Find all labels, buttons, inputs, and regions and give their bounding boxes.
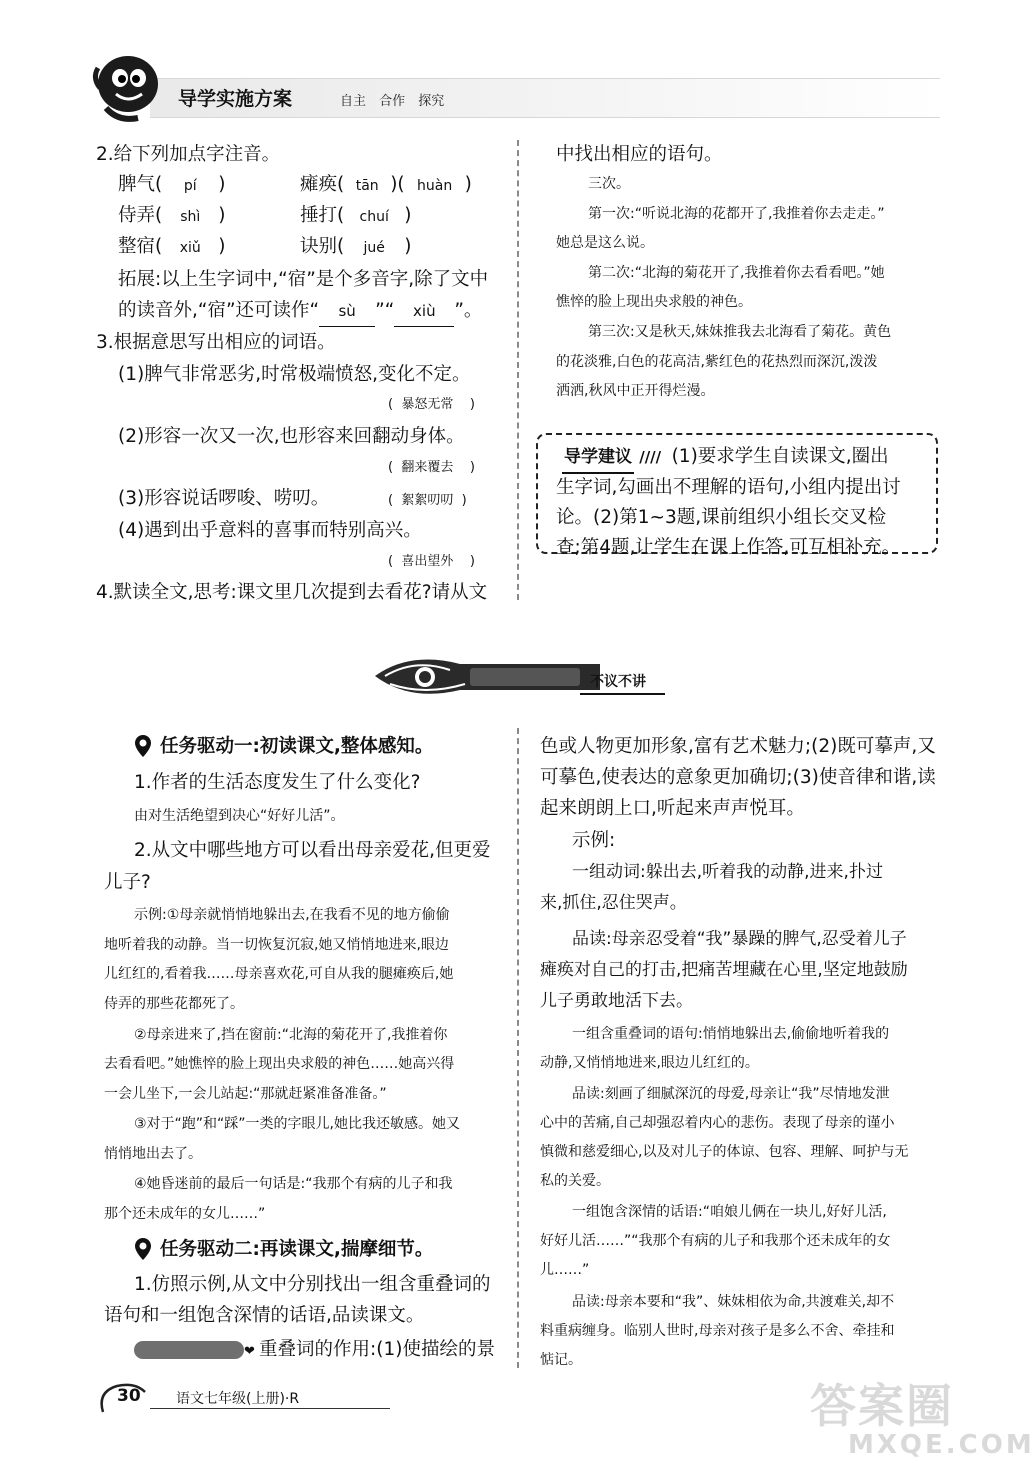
q4-line2: 中找出相应的语句。 [556,144,723,165]
guide-line-1: 导学建议 //// (1)要求学生自读课文,圈出 [562,442,889,474]
task2-title: 任务驱动二:再读课文,揣摩细节。 [160,1239,434,1260]
task2-tip: ❤ 重叠词的作用:(1)使描绘的景 [134,1335,495,1367]
q4-line1: 4.默读全文,思考:课文里几次提到去看花?请从文 [96,582,488,603]
task1-a2-line-7: 一会儿坐下,一会儿站起:“那就赶紧准备准备。” [104,1086,387,1102]
right-small-line-1: 一组含重叠词的语句:悄悄地躲出去,偷偷地听着我的 [572,1026,890,1042]
right-mid-line-5: 儿子勇敢地活下去。 [540,991,693,1011]
task1-a2-line-5: ②母亲进来了,挡在窗前:“北海的菊花开了,我推着你 [134,1027,448,1043]
guide-line-3: 论。(2)第1~3题,课前组织小组长交叉检 [556,507,887,528]
footer-rule [150,1408,390,1409]
right-big-line-2: 可摹色,使表达的意象更加确切;(3)使音律和谐,读 [540,767,936,788]
right-big-line-1: 色或人物更加形象,富有艺术魅力;(2)既可摹声,又 [540,736,936,757]
right-small-line-5: 慎微和慈爱细心,以及对儿子的体谅、包容、理解、呵护与无 [540,1144,909,1160]
q4-answer-line-8: 洒洒,秋风中正开得烂漫。 [556,383,715,399]
q4-answer-line-2: 第一次:“听说北海的花都开了,我推着你去走走。” [588,206,885,222]
q2-item-4: 捶打( chuí ) [300,205,412,226]
q2-item-2: 瘫痪( tān )( huàn ) [300,174,472,195]
guide-line-2: 生字词,勾画出不理解的语句,小组内提出讨 [556,477,901,498]
q3-answer-2: ( 翻来覆去 ) [388,460,475,475]
task2-q1-line1: 1.仿照示例,从文中分别找出一组含重叠词的 [134,1274,491,1295]
tip-tag-graphic [134,1341,244,1359]
q2-item-5: 整宿( xiǔ ) [118,236,226,257]
header-subtitle: 自主 合作 探究 [340,94,445,109]
header-title: 导学实施方案 [178,88,293,110]
heart-icon: ❤ [244,1344,260,1359]
q2-extension-line2: 的读音外,“宿”还可读作“ sù ”“ xiù ”。 [118,296,482,327]
location-pin-icon [134,1237,152,1261]
guide-line-4: 查;第4题,让学生在课上作答,可互相补充。 [556,537,901,558]
task1-a2-line-3: 儿红红的,看着我……母亲喜欢花,可自从我的腿瘫痪后,她 [104,966,454,982]
location-pin-icon [134,734,152,758]
task1-title: 任务驱动一:初读课文,整体感知。 [160,736,434,757]
task1-a2-line-11: 那个还未成年的女儿……” [104,1206,266,1222]
right-small-line-7: 一组饱含深情的话语:“咱娘儿俩在一块儿,好好儿活, [572,1204,887,1220]
right-small-line-10: 品读:母亲本要和“我”、妹妹相依为命,共渡难关,却不 [572,1294,895,1310]
q3-item-4: (4)遇到出乎意料的喜事而特别高兴。 [118,520,422,541]
task1-a2-line-6: 去看看吧。”她憔悴的脸上现出央求般的神色……她高兴得 [104,1056,455,1072]
task1-a2-line-8: ③对于“跑”和“踩”一类的字眼儿,她比我还敏感。她又 [134,1116,461,1132]
task1-a2-line-9: 悄悄地出去了。 [104,1146,202,1162]
q3-answer-3: ( 絮絮叨叨 ) [388,493,467,508]
right-small-line-6: 私的关爱。 [540,1173,610,1189]
q2-extension-line1: 拓展:以上生字词中,“宿”是个多音字,除了文中 [118,269,489,290]
right-mid-line-3: 品读:母亲忍受着“我”暴躁的脾气,忍受着儿子 [572,929,907,949]
right-big-line-3: 起来朗朗上口,听起来声声悦耳。 [540,798,805,819]
q4-answer-line-1: 三次。 [588,176,630,192]
footer-book-title: 语文七年级(上册)·R [176,1391,300,1407]
q2-item-6: 诀别( jué ) [300,236,412,257]
watermark-url: MXQE.COM [848,1430,1035,1460]
right-small-line-8: 好好儿活……”“我那个有病的儿子和我那个还未成年的女 [540,1233,891,1249]
task1-q2-line2: 儿子? [104,872,151,893]
task1-a2-line-10: ④她昏迷前的最后一句话是:“我那个有病的儿子和我 [134,1176,453,1192]
q2-item-1: 脾气( pí ) [118,174,226,195]
column-divider-bottom [517,728,519,1368]
q2-item-3: 侍弄( shì ) [118,205,226,226]
q4-answer-line-3: 她总是这么说。 [556,235,654,251]
right-small-line-12: 惦记。 [540,1352,582,1368]
q3-answer-1: ( 暴怒无常 ) [388,397,475,412]
right-mid-line-2: 来,抓住,忍住哭声。 [540,893,687,913]
task1-a2-line-4: 侍弄的那些花都死了。 [104,996,244,1012]
watermark-logo: 答案圈 [810,1379,954,1433]
right-mid-line-4: 瘫痪对自己的打击,把痛苦埋藏在心里,坚定地鼓励 [540,960,908,980]
right-small-line-11: 料重病缠身。临别人世时,母亲对孩子是多么不舍、牵挂和 [540,1323,895,1339]
right-small-line-2: 动静,又悄悄地进来,眼边儿红红的。 [540,1055,759,1071]
task1-q1: 1.作者的生活态度发生了什么变化? [134,772,421,793]
guide-label: 导学建议 [562,442,634,474]
task1-q2-line1: 2.从文中哪些地方可以看出母亲爱花,但更爱 [134,840,491,861]
q2-title: 2.给下列加点字注音。 [96,144,281,165]
right-mid-line-1: 一组动词:躲出去,听着我的动静,进来,扑过 [572,862,883,882]
right-small-line-9: 儿……” [540,1262,590,1278]
column-divider-top [517,140,519,600]
page-number: 30 [117,1386,141,1406]
right-example-label: 示例: [572,830,616,851]
task1-a2-line-2: 地听着我的动静。当一切恢复沉寂,她又悄悄地进来,眼边 [104,937,449,953]
q4-answer-line-4: 第二次:“北海的菊花开了,我推着你去看看吧。”她 [588,265,885,281]
q4-answer-line-6: 第三次:又是秋天,妹妹推我去北海看了菊花。黄色 [588,324,892,340]
q3-item-1: (1)脾气非常恶劣,时常极端愤怒,变化不定。 [118,364,471,385]
mascot-logo [88,48,166,126]
q3-answer-4: ( 喜出望外 ) [388,554,475,569]
task2-q1-line2: 语句和一组饱含深情的话语,品读课文。 [104,1305,425,1326]
guide-slash-icon: //// [634,448,672,466]
right-small-line-4: 心中的苦痛,自己却强忍着内心的悲伤。表现了母亲的谨小 [540,1115,895,1131]
banner-text: 不议不讲 [590,674,646,690]
q4-answer-line-5: 憔悴的脸上现出央求般的神色。 [556,294,752,310]
q4-answer-line-7: 的花淡雅,白色的花高洁,紫红色的花热烈而深沉,泼泼 [556,354,878,370]
task1-a2-line-1: 示例:①母亲就悄悄地躲出去,在我看不见的地方偷偷 [134,907,450,923]
q3-title: 3.根据意思写出相应的词语。 [96,332,336,353]
q3-item-2: (2)形容一次又一次,也形容来回翻动身体。 [118,426,465,447]
q3-item-3: (3)形容说话啰唆、唠叨。 [118,488,330,509]
right-small-line-3: 品读:刻画了细腻深沉的母爱,母亲让“我”尽情地发泄 [572,1086,890,1102]
task1-a1: 由对生活绝望到决心“好好儿活”。 [134,808,345,824]
